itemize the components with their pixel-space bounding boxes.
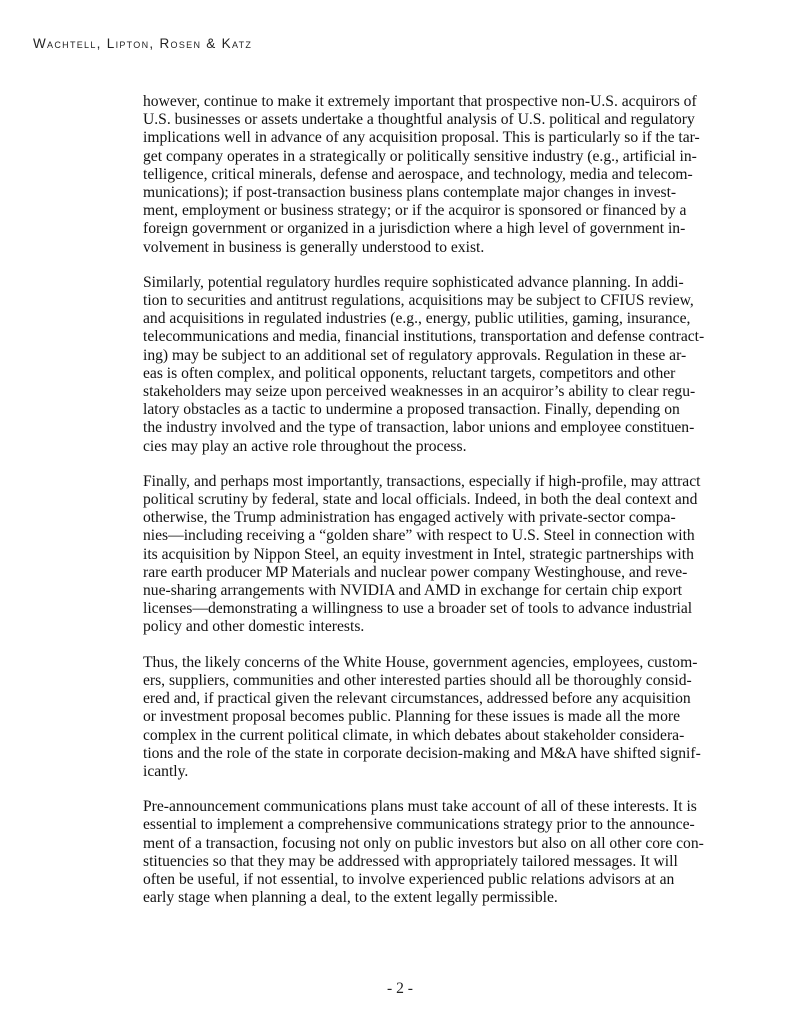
paragraph-line: ment, employment or business strategy; or if the acquiror is sponsored or financed by a (143, 202, 687, 220)
paragraph-line: latory obstacles as a tactic to undermine a proposed transaction. Finally, depending on (143, 401, 680, 419)
paragraph-line: Thus, the likely concerns of the White House, government agencies, employees, custom- (143, 653, 698, 671)
paragraph-line: the industry involved and the type of transaction, labor unions and employee constituen- (143, 419, 695, 437)
paragraph-line: nue-sharing arrangements with NVIDIA and AMD in exchange for certain chip export (143, 582, 683, 600)
paragraph-line: and acquisitions in regulated industries (e.g., energy, public utilities, gaming, insurance, (143, 310, 691, 328)
body-paragraph (143, 473, 723, 637)
paragraph-line: ered and, if practical given the relevant circumstances, addressed before any acquisition (143, 690, 691, 708)
paragraph-line: rare earth producer MP Materials and nuclear power company Westinghouse, and reve- (143, 563, 688, 581)
paragraph-line: Similarly, potential regulatory hurdles require sophisticated advance planning. In addi- (143, 273, 684, 291)
paragraph-line: telligence, critical minerals, defense and aerospace, and technology, media and telecom- (143, 165, 693, 183)
paragraph-line: get company operates in a strategically or politically sensitive industry (e.g., artificial in- (143, 147, 697, 165)
paragraph-line: licenses—demonstrating a willingness to use a broader set of tools to advance industrial (143, 600, 693, 618)
paragraph-line: ing) may be subject to an additional set of regulatory approvals. Regulation in these ar- (143, 346, 687, 364)
paragraph-line: icantly. (143, 762, 189, 780)
paragraph-line: volvement in business is generally understood to exist. (143, 238, 485, 256)
body-paragraph (143, 274, 723, 456)
paragraph-line: Pre-announcement communications plans must take account of all of these interests. It is (143, 798, 697, 816)
paragraph-line: cies may play an active role throughout the process. (143, 437, 467, 455)
paragraph-line: policy and other domestic interests. (143, 618, 365, 636)
paragraph-line: ers, suppliers, communities and other interested parties should all be thoroughly consid- (143, 671, 692, 689)
paragraph-line: or investment proposal becomes public. Planning for these issues is made all the more (143, 708, 681, 726)
paragraph-line: foreign government or organized in a jurisdiction where a high level of government in- (143, 220, 686, 238)
paragraph-line: ment of a transaction, focusing not only on public investors but also on all other core con- (143, 834, 704, 852)
paragraph-line: munications); if post-transaction business plans contemplate major changes in invest- (143, 184, 677, 202)
body-paragraph (143, 798, 723, 907)
paragraph-line: political scrutiny by federal, state and local officials. Indeed, in both the deal context and (143, 491, 698, 509)
paragraph-line: U.S. businesses or assets undertake a thoughtful analysis of U.S. political and regulatory (143, 111, 695, 129)
paragraph-line: essential to implement a comprehensive communications strategy prior to the announce- (143, 816, 695, 834)
paragraph-line: stakeholders may seize upon perceived weaknesses in an acquiror’s ability to clear regu- (143, 383, 696, 401)
paragraph-line: nies—including receiving a “golden share” with respect to U.S. Steel in connection with (143, 527, 695, 545)
paragraph-line: its acquisition by Nippon Steel, an equity investment in Intel, strategic partnerships with (143, 545, 694, 563)
body-paragraph (143, 93, 723, 257)
page-number: - 2 - (387, 980, 413, 997)
paragraph-line: Finally, and perhaps most importantly, transactions, especially if high-profile, may attract (143, 472, 701, 490)
paragraph-line: tions and the role of the state in corporate decision-making and M&A have shifted signif- (143, 744, 701, 762)
paragraph-line: otherwise, the Trump administration has engaged actively with private-sector compa- (143, 509, 676, 527)
document-body (143, 93, 723, 924)
paragraph-line: eas is often complex, and political opponents, reluctant targets, competitors and other (143, 364, 676, 382)
paragraph-line: telecommunications and media, financial institutions, transportation and defense contract- (143, 328, 705, 346)
paragraph-line: stituencies so that they may be addressed with appropriately tailored messages. It will (143, 852, 678, 870)
paragraph-line: often be useful, if not essential, to involve experienced public relations advisors at an (143, 870, 675, 888)
paragraph-line: tion to securities and antitrust regulations, acquisitions may be subject to CFIUS review, (143, 292, 694, 310)
paragraph-line: complex in the current political climate, in which debates about stakeholder considera- (143, 726, 685, 744)
paragraph-line: however, continue to make it extremely important that prospective non-U.S. acquirors of (143, 93, 697, 110)
body-paragraph (143, 654, 723, 781)
paragraph-line: implications well in advance of any acquisition proposal. This is particularly so if the tar- (143, 129, 700, 147)
firm-name-header: Wachtell, Lipton, Rosen & Katz (33, 36, 253, 51)
paragraph-line: early stage when planning a deal, to the extent legally permissible. (143, 889, 558, 907)
